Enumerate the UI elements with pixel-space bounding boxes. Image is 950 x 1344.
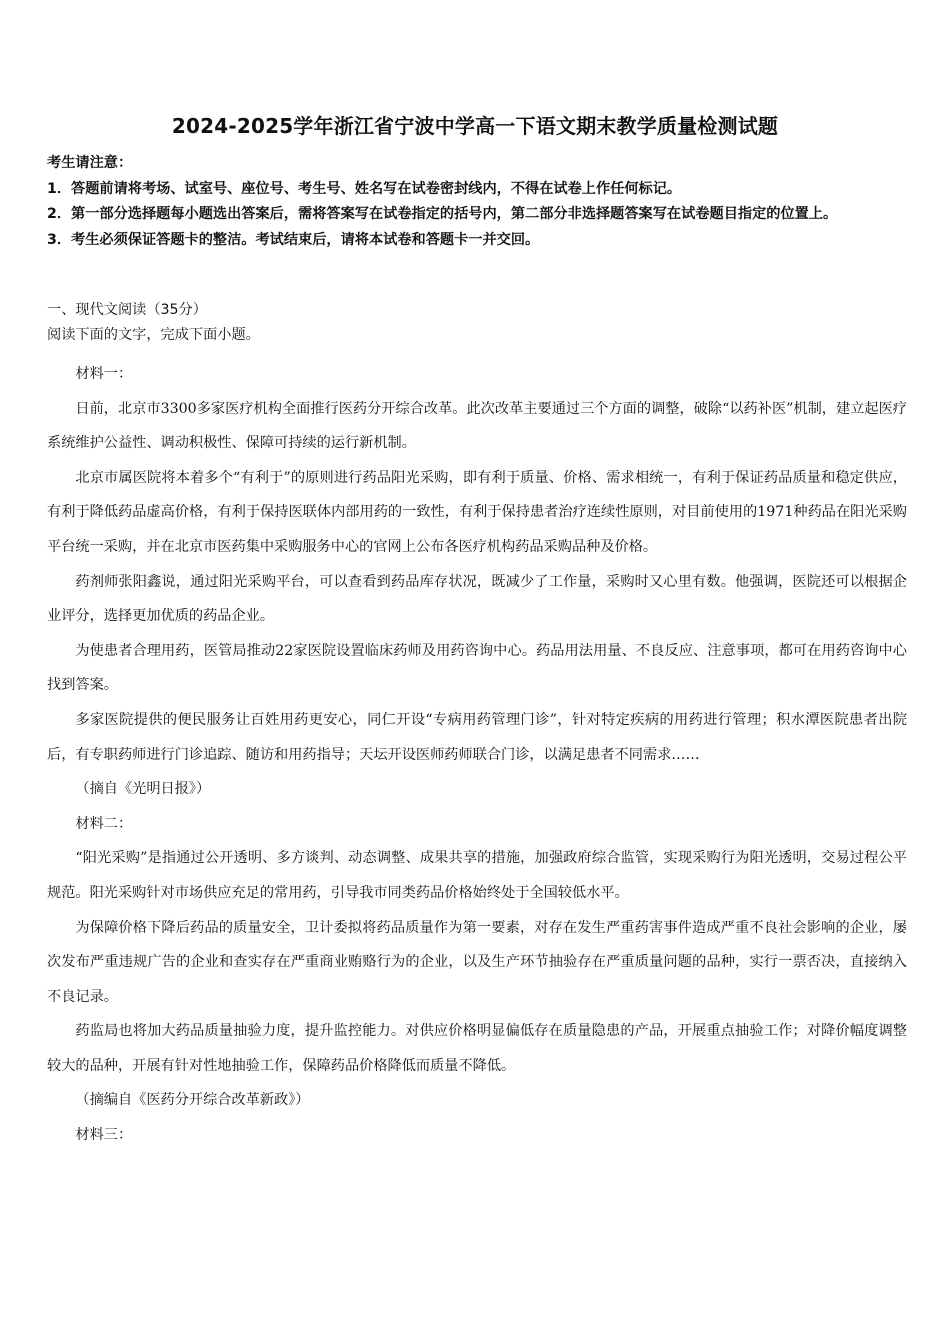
paragraph: 为保障价格下降后药品的质量安全，卫计委拟将药品质量作为第一要素，对存在发生严重药害事件造成严重不良社会影响的企业，屡次发布严重违规广告的企业和查实存在严重商业贿赂行为的企业，以及生产环节抽验存在严重质量问题的品种，实行一票否决，直接纳入不良记录。 bbox=[47, 919, 907, 1005]
material-label: 材料一： bbox=[75, 366, 133, 382]
paragraph: 多家医院提供的便民服务让百姓用药更安心，同仁开设“专病用药管理门诊”，针对特定疾病的用药进行管理；积水潭医院患者出院后，有专职药师进行门诊追踪、随访和用药指导；天坛开设医师药师联合门诊，以满足患者不同需求…… bbox=[47, 711, 907, 763]
notice-item: 3．考生必须保证答题卡的整洁。考试结束后，请将本试卷和答题卡一并交回。 bbox=[47, 231, 540, 248]
paragraph: 药监局也将加大药品质量抽验力度，提升监控能力。对供应价格明显偏低存在质量隐患的产品，开展重点抽验工作；对降价幅度调整较大的品种，开展有针对性地抽验工作，保障药品价格降低而质量不降低。 bbox=[47, 1023, 907, 1074]
candidate-notice bbox=[47, 151, 907, 253]
notice-item: 2．第一部分选择题每小题选出答案后，需将答案写在试卷指定的括号内，第二部分非选择题答案写在试卷题目指定的位置上。 bbox=[47, 206, 838, 222]
notice-heading: 考生请注意： bbox=[47, 155, 133, 171]
paragraph: 日前，北京市3300多家医疗机构全面推行医药分开综合改革。此次改革主要通过三个方面的调整，破除“以药补医”机制，建立起医疗系统维护公益性、调动积极性、保障可持续的运行新机制。 bbox=[47, 400, 907, 452]
source-citation: （摘编自《医药分开综合改革新政》） bbox=[75, 1092, 310, 1109]
paragraph: 药剂师张阳鑫说，通过阳光采购平台，可以查看到药品库存状况，既减少了工作量，采购时又心里有数。他强调，医院还可以根据企业评分，选择更加优质的药品企业。 bbox=[47, 573, 907, 625]
section-instruction: 阅读下面的文字，完成下面小题。 bbox=[47, 327, 260, 343]
source-citation: （摘自《光明日报》） bbox=[75, 781, 211, 798]
section-heading: 一、现代文阅读（35分） bbox=[47, 302, 207, 318]
reading-passage bbox=[47, 357, 907, 1153]
notice-item: 1．答题前请将考场、试室号、座位号、考生号、姓名写在试卷密封线内，不得在试卷上作任何标记。 bbox=[47, 180, 682, 197]
paragraph: 为使患者合理用药，医管局推动22家医院设置临床药师及用药咨询中心。药品用法用量、不良反应、注意事项，都可在用药咨询中心找到答案。 bbox=[47, 642, 907, 694]
material-label: 材料二： bbox=[75, 815, 133, 832]
exam-title: 2024-2025学年浙江省宁波中学高一下语文期末教学质量检测试题 bbox=[171, 114, 779, 138]
paragraph: “阳光采购”是指通过公开透明、多方谈判、动态调整、成果共享的措施，加强政府综合监管，实现采购行为阳光透明，交易过程公平规范。阳光采购针对市场供应充足的常用药，引导我市同类药品价格始终处于全国较低水平。 bbox=[47, 850, 907, 901]
paragraph: 北京市属医院将本着多个“有利于”的原则进行药品阳光采购，即有利于质量、价格、需求相统一，有利于保证药品质量和稳定供应，有利于降低药品虚高价格，有利于保持医联体内部用药的一致性，有利于保持患者治疗连续性原则，对目前使用的1971种药品在阳光采购平台统一采购，并在北京市医药集中采购服务中心的官网上公布各医疗机构药品采购品种及价格。 bbox=[47, 469, 907, 555]
material-label: 材料三： bbox=[75, 1127, 133, 1144]
